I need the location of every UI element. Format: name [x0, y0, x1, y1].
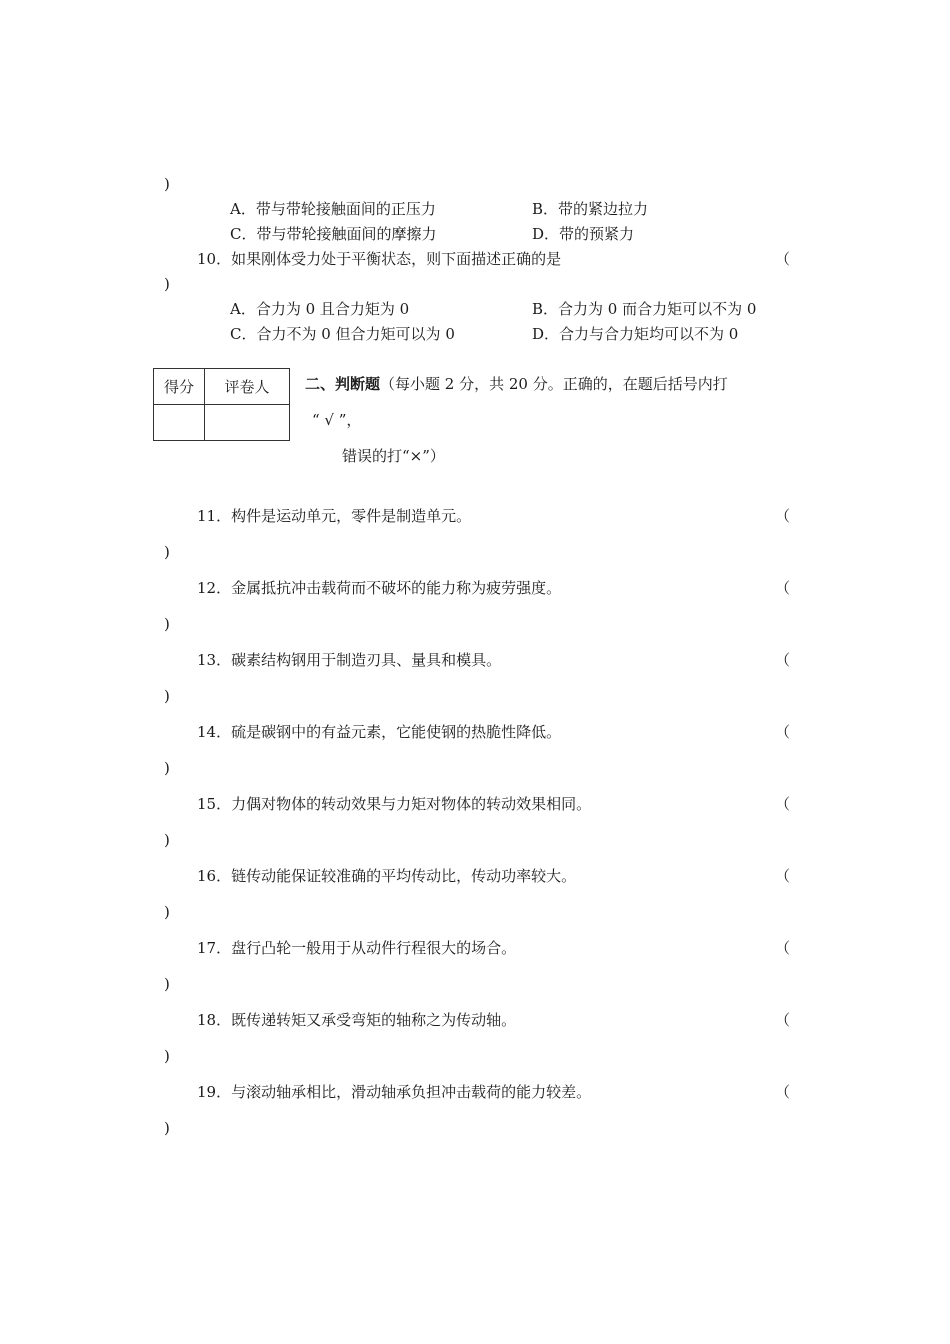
- q10-option-a: A．合力为 0 且合力矩为 0: [230, 300, 410, 318]
- question-16-text: 16．链传动能保证较准确的平均传动比，传动功率较大。: [197, 867, 577, 885]
- question-17-open-paren: （: [775, 939, 791, 957]
- question-12-close-paren: ): [164, 615, 170, 633]
- score-header: 得分: [154, 369, 205, 405]
- question-15-close-paren: ): [164, 831, 170, 849]
- question-19-close-paren: ): [164, 1119, 170, 1137]
- question-11-text: 11．构件是运动单元，零件是制造单元。: [197, 507, 472, 525]
- q10-option-d: D．合力与合力矩均可以不为 0: [532, 325, 739, 343]
- question-18-open-paren: （: [775, 1011, 791, 1029]
- q9-close-paren: ): [164, 175, 170, 193]
- question-15-open-paren: （: [775, 795, 791, 813]
- question-18-close-paren: ): [164, 1047, 170, 1065]
- section2-heading: [305, 374, 728, 394]
- question-14-open-paren: （: [775, 723, 791, 741]
- question-16-open-paren: （: [775, 867, 791, 885]
- q9-option-c: C．带与带轮接触面间的摩擦力: [230, 225, 437, 243]
- question-14-close-paren: ): [164, 759, 170, 777]
- q9-option-a: A．带与带轮接触面间的正压力: [230, 200, 436, 218]
- grader-header: 评卷人: [205, 369, 290, 405]
- score-table: [153, 368, 290, 441]
- section2-desc-line1: （每小题 2 分，共 20 分。正确的，在题后括号内打: [380, 375, 728, 393]
- question-17-close-paren: ): [164, 975, 170, 993]
- q9-option-d: D．带的预紧力: [532, 225, 635, 243]
- question-13-open-paren: （: [775, 651, 791, 669]
- q10-text: 10．如果刚体受力处于平衡状态，则下面描述正确的是: [197, 250, 562, 268]
- question-17-text: 17．盘行凸轮一般用于从动件行程很大的场合。: [197, 939, 517, 957]
- question-13-text: 13．碳素结构钢用于制造刃具、量具和模具。: [197, 651, 502, 669]
- q10-open-paren: （: [775, 250, 791, 268]
- score-cell[interactable]: [154, 405, 205, 441]
- question-15-text: 15．力偶对物体的转动效果与力矩对物体的转动效果相同。: [197, 795, 592, 813]
- question-14-text: 14．硫是碳钢中的有益元素，它能使钢的热脆性降低。: [197, 723, 562, 741]
- question-16-close-paren: ): [164, 903, 170, 921]
- question-19-open-paren: （: [775, 1083, 791, 1101]
- grader-cell[interactable]: [205, 405, 290, 441]
- question-12-text: 12．金属抵抗冲击载荷而不破坏的能力称为疲劳强度。: [197, 579, 562, 597]
- question-11-close-paren: ): [164, 543, 170, 561]
- q10-option-b: B．合力为 0 而合力矩可以不为 0: [532, 300, 757, 318]
- section2-title: 二、判断题: [305, 375, 381, 393]
- q10-option-c: C．合力不为 0 但合力矩可以为 0: [230, 325, 455, 343]
- section2-desc-line3: 错误的打“×”）: [342, 447, 445, 465]
- question-12-open-paren: （: [775, 579, 791, 597]
- q10-close-paren: ): [164, 275, 170, 293]
- question-11-open-paren: （: [775, 507, 791, 525]
- question-19-text: 19．与滚动轴承相比，滑动轴承负担冲击载荷的能力较差。: [197, 1083, 592, 1101]
- question-13-close-paren: ): [164, 687, 170, 705]
- q9-option-b: B．带的紧边拉力: [532, 200, 649, 218]
- question-18-text: 18．既传递转矩又承受弯矩的轴称之为传动轴。: [197, 1011, 517, 1029]
- section2-desc-line2: “ √ ”，: [312, 411, 362, 429]
